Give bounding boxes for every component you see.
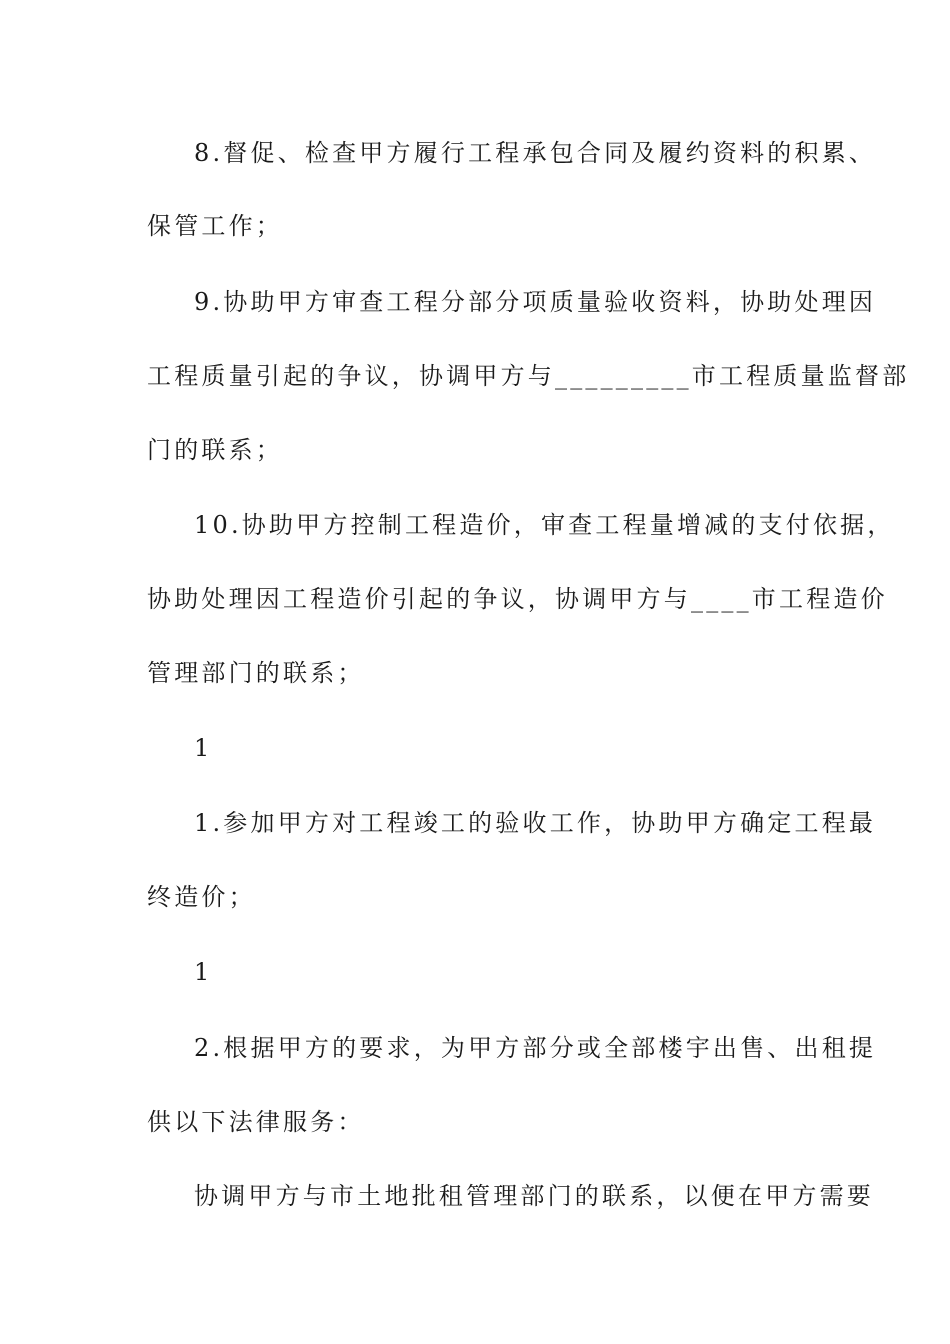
paragraph-number: 1 [194,958,213,986]
paragraph-line: 保管工作； [147,212,283,240]
paragraph-line: 1.参加甲方对工程竣工的验收工作，协助甲方确定工程最 [194,809,877,837]
paragraph-number: 1 [194,734,213,762]
paragraph-line: 9.协助甲方审查工程分部分项质量验收资料，协助处理因 [194,288,877,316]
paragraph-line: 门的联系； [147,436,283,464]
paragraph-line: 工程质量引起的争议，协调甲方与_________市工程质量监督部 [147,362,910,390]
paragraph-line: 供以下法律服务： [147,1108,365,1136]
paragraph-line: 协调甲方与市土地批租管理部门的联系，以便在甲方需要 [194,1182,874,1210]
paragraph-line: 终造价； [147,883,256,911]
paragraph-line: 管理部门的联系； [147,659,365,687]
paragraph-line: 10.协助甲方控制工程造价，审查工程量增减的支付依据， [194,511,895,539]
paragraph-line: 协助处理因工程造价引起的争议，协调甲方与____市工程造价 [147,585,888,613]
paragraph-line: 2.根据甲方的要求，为甲方部分或全部楼宇出售、出租提 [194,1034,877,1062]
paragraph-line: 8.督促、检查甲方履行工程承包合同及履约资料的积累、 [194,139,877,167]
